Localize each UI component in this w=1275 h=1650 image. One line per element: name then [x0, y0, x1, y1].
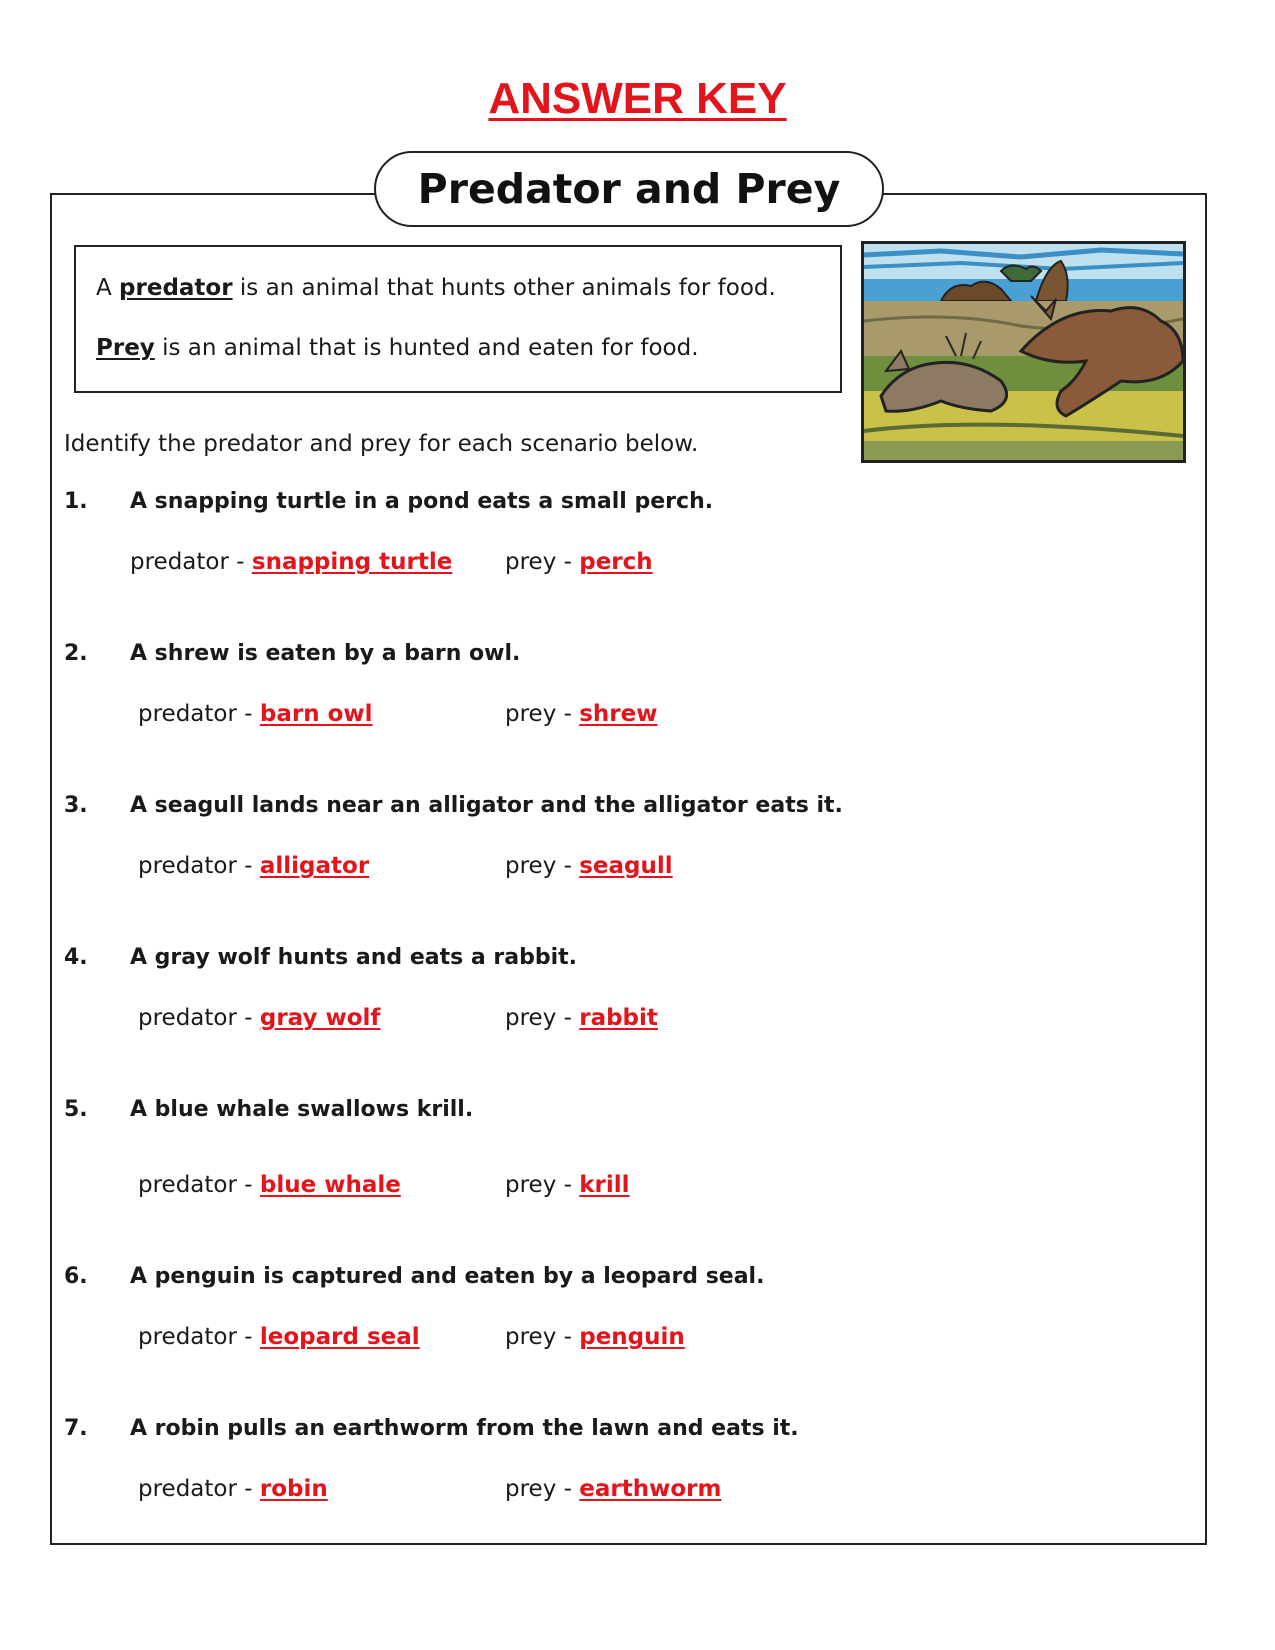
predator-answer	[138, 1476, 328, 1502]
predator-value: gray wolf	[259, 1005, 381, 1031]
predator-label: predator -	[138, 1324, 260, 1350]
prey-definition	[96, 335, 699, 361]
prey-answer	[505, 701, 658, 727]
predator-definition-text: is an animal that hunts other animals for food.	[232, 275, 776, 301]
instructions-text: Identify the predator and prey for each scenario below.	[64, 431, 699, 457]
prey-value: earthworm	[579, 1476, 722, 1502]
prey-value: krill	[579, 1172, 630, 1198]
prey-answer	[505, 853, 673, 879]
predator-label: predator -	[138, 1476, 260, 1502]
question-text: A blue whale swallows krill.	[130, 1097, 474, 1122]
predator-label: predator -	[138, 701, 260, 727]
prey-answer	[505, 1476, 721, 1502]
question-text: A penguin is captured and eaten by a leopard seal.	[130, 1264, 765, 1289]
predator-answer	[138, 1172, 401, 1198]
question-text: A robin pulls an earthworm from the lawn and eats it.	[130, 1416, 799, 1441]
prey-answer	[505, 549, 653, 575]
question-number: 5.	[64, 1097, 88, 1122]
predator-value: blue whale	[259, 1172, 401, 1198]
predator-label: predator -	[138, 853, 260, 879]
predator-definition	[96, 275, 776, 301]
prey-answer	[505, 1324, 685, 1350]
predator-value: leopard seal	[259, 1324, 420, 1350]
question-text: A gray wolf hunts and eats a rabbit.	[130, 945, 577, 970]
question-text: A shrew is eaten by a barn owl.	[130, 641, 521, 666]
predator-prefix: A	[96, 275, 120, 301]
question-text: A seagull lands near an alligator and the alligator eats it.	[130, 793, 843, 818]
prey-label: prey -	[505, 853, 580, 879]
prey-label: prey -	[505, 549, 580, 575]
question-number: 4.	[64, 945, 88, 970]
predator-answer	[138, 701, 373, 727]
definitions-box	[74, 245, 842, 393]
worksheet-title: Predator and Prey	[374, 151, 884, 227]
prey-label: prey -	[505, 1005, 580, 1031]
predator-answer	[138, 1324, 420, 1350]
question-number: 2.	[64, 641, 88, 666]
prey-answer	[505, 1005, 658, 1031]
question-number: 3.	[64, 793, 88, 818]
predator-label: predator -	[130, 549, 252, 575]
predator-label: predator -	[138, 1172, 260, 1198]
predator-value: alligator	[259, 853, 370, 879]
predator-answer	[138, 1005, 380, 1031]
question-number: 6.	[64, 1264, 88, 1289]
answer-key-heading: ANSWER KEY	[488, 74, 787, 123]
wolf-chasing-rabbit-illustration	[861, 241, 1186, 463]
prey-label: prey -	[505, 1476, 580, 1502]
predator-answer	[138, 853, 369, 879]
prey-label: prey -	[505, 1172, 580, 1198]
prey-definition-text: is an animal that is hunted and eaten for food.	[154, 335, 699, 361]
predator-label: predator -	[138, 1005, 260, 1031]
prey-value: seagull	[579, 853, 673, 879]
prey-value: penguin	[579, 1324, 685, 1350]
prey-value: perch	[579, 549, 653, 575]
predator-answer	[130, 549, 452, 575]
prey-value: rabbit	[579, 1005, 658, 1031]
prey-value: shrew	[579, 701, 658, 727]
prey-label: prey -	[505, 701, 580, 727]
prey-term: Prey	[96, 335, 155, 361]
predator-value: snapping turtle	[251, 549, 453, 575]
predator-term: predator	[119, 275, 233, 301]
prey-label: prey -	[505, 1324, 580, 1350]
predator-value: robin	[259, 1476, 328, 1502]
question-text: A snapping turtle in a pond eats a small perch.	[130, 489, 714, 514]
question-number: 1.	[64, 489, 88, 514]
question-number: 7.	[64, 1416, 88, 1441]
predator-value: barn owl	[259, 701, 373, 727]
prey-answer	[505, 1172, 630, 1198]
